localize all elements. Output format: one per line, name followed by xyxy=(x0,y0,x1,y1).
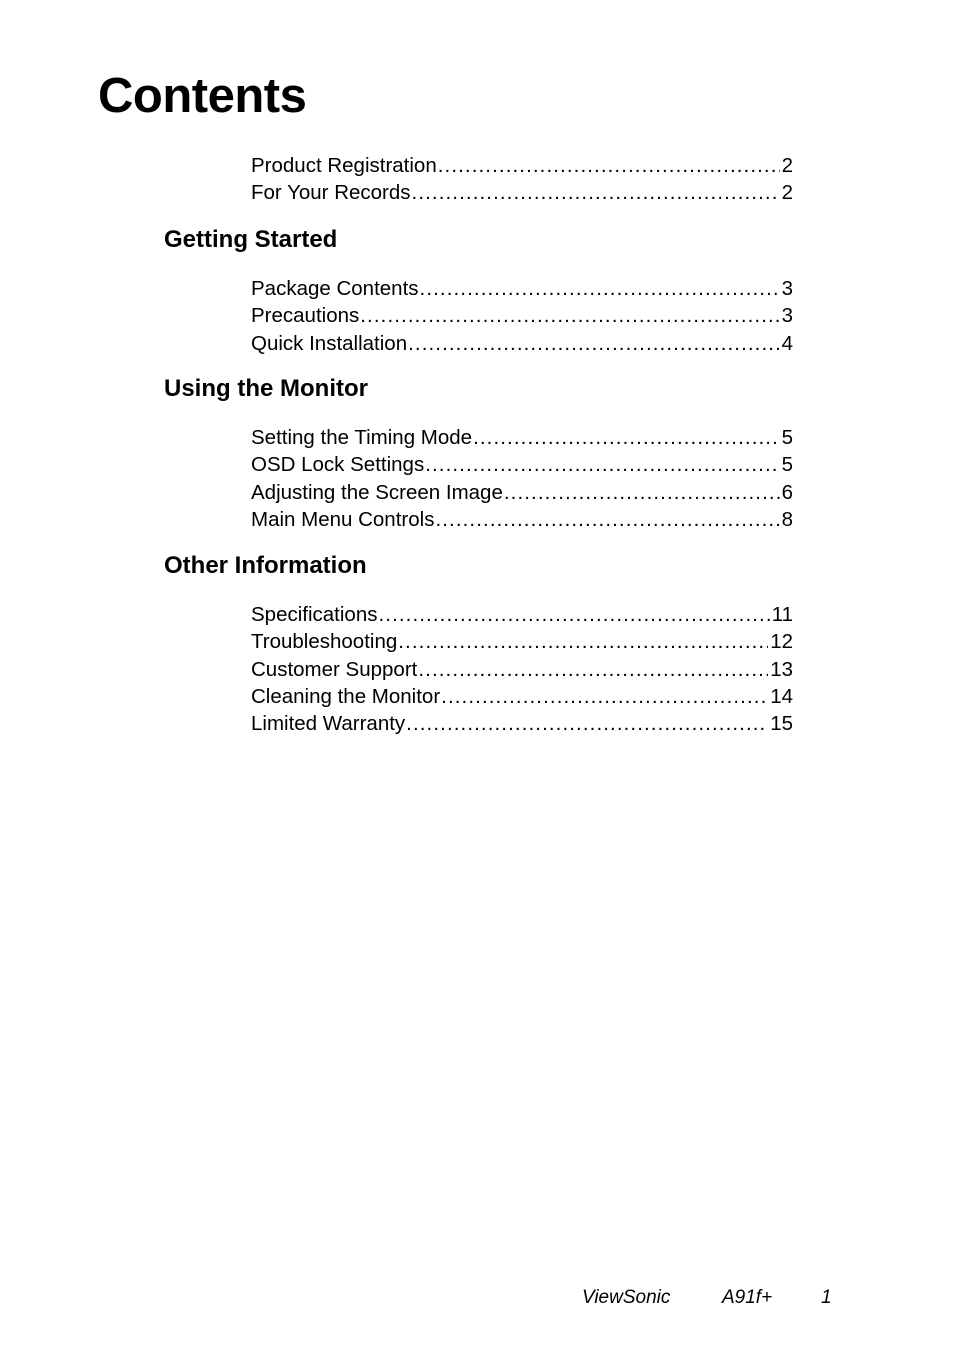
toc-entry[interactable] xyxy=(251,275,793,302)
section-heading-other-information: Other Information xyxy=(164,552,367,579)
toc-dot-leader xyxy=(412,179,780,206)
section-heading-getting-started: Getting Started xyxy=(164,226,338,253)
toc-dot-leader xyxy=(360,302,779,329)
toc-entry[interactable] xyxy=(251,710,793,737)
toc-entry[interactable] xyxy=(251,479,793,506)
toc-entry[interactable] xyxy=(251,628,793,655)
toc-entry-page: 5 xyxy=(781,453,793,477)
toc-dot-leader xyxy=(418,656,768,683)
toc-entry[interactable] xyxy=(251,601,793,628)
toc-entry[interactable] xyxy=(251,330,793,357)
toc-entry-title: Adjusting the Screen Image xyxy=(251,480,503,504)
toc-entry-page: 8 xyxy=(781,507,793,531)
toc-entry-page: 11 xyxy=(771,603,793,626)
toc-entry-page: 3 xyxy=(781,277,793,300)
footer-page-number: 1 xyxy=(821,1287,832,1308)
toc-entry[interactable] xyxy=(251,451,793,478)
toc-entry-title: Troubleshooting xyxy=(251,630,398,654)
toc-entry-title: For Your Records xyxy=(251,181,411,205)
page-footer xyxy=(0,1285,954,1311)
toc-dot-leader xyxy=(406,710,768,737)
toc-entry-page: 15 xyxy=(770,712,793,736)
toc-dot-leader xyxy=(473,424,780,451)
toc-entry[interactable] xyxy=(251,656,793,683)
toc-list-getting-started xyxy=(251,275,793,357)
toc-entry-title: Customer Support xyxy=(251,657,418,681)
toc-entry-title: Precautions xyxy=(251,304,360,328)
toc-entry-title: Main Menu Controls xyxy=(251,507,435,531)
page-title: Contents xyxy=(98,69,307,123)
toc-entry-title: Setting the Timing Mode xyxy=(251,426,473,449)
toc-entry-title: OSD Lock Settings xyxy=(251,453,425,477)
toc-entry-page: 12 xyxy=(770,630,793,654)
toc-dot-leader xyxy=(378,601,769,628)
toc-dot-leader xyxy=(438,152,780,179)
toc-entry[interactable] xyxy=(251,179,793,206)
section-heading-using-the-monitor: Using the Monitor xyxy=(164,375,368,402)
toc-entry-page: 2 xyxy=(781,154,793,177)
toc-entry[interactable] xyxy=(251,152,793,179)
footer-brand: ViewSonic xyxy=(582,1287,671,1308)
toc-dot-leader xyxy=(441,683,768,710)
toc-entry-title: Cleaning the Monitor xyxy=(251,684,441,708)
toc-dot-leader xyxy=(504,479,780,506)
toc-entry[interactable] xyxy=(251,683,793,710)
toc-entry-page: 13 xyxy=(770,657,793,681)
toc-list-other-information xyxy=(251,601,793,737)
toc-entry-page: 2 xyxy=(781,181,793,205)
toc-entry-title: Limited Warranty xyxy=(251,712,406,736)
toc-entry-title: Package Contents xyxy=(251,277,419,300)
toc-dot-leader xyxy=(425,451,779,478)
toc-entry-page: 6 xyxy=(781,480,793,504)
toc-entry-page: 14 xyxy=(770,684,793,708)
toc-entry[interactable] xyxy=(251,506,793,533)
toc-entry[interactable] xyxy=(251,424,793,451)
toc-entry-title: Specifications xyxy=(251,603,378,626)
toc-entry-page: 5 xyxy=(781,426,793,449)
toc-entry-page: 3 xyxy=(781,304,793,328)
footer-model: A91f+ xyxy=(722,1287,773,1308)
toc-dot-leader xyxy=(435,506,779,533)
toc-dot-leader xyxy=(398,628,768,655)
toc-entry-title: Quick Installation xyxy=(251,331,408,355)
toc-entry-page: 4 xyxy=(781,331,793,355)
toc-dot-leader xyxy=(408,330,779,357)
toc-entry[interactable] xyxy=(251,302,793,329)
toc-list-using-the-monitor xyxy=(251,424,793,533)
toc-entry-title: Product Registration xyxy=(251,154,437,177)
toc-dot-leader xyxy=(420,275,780,302)
toc-intro-list xyxy=(251,152,793,207)
